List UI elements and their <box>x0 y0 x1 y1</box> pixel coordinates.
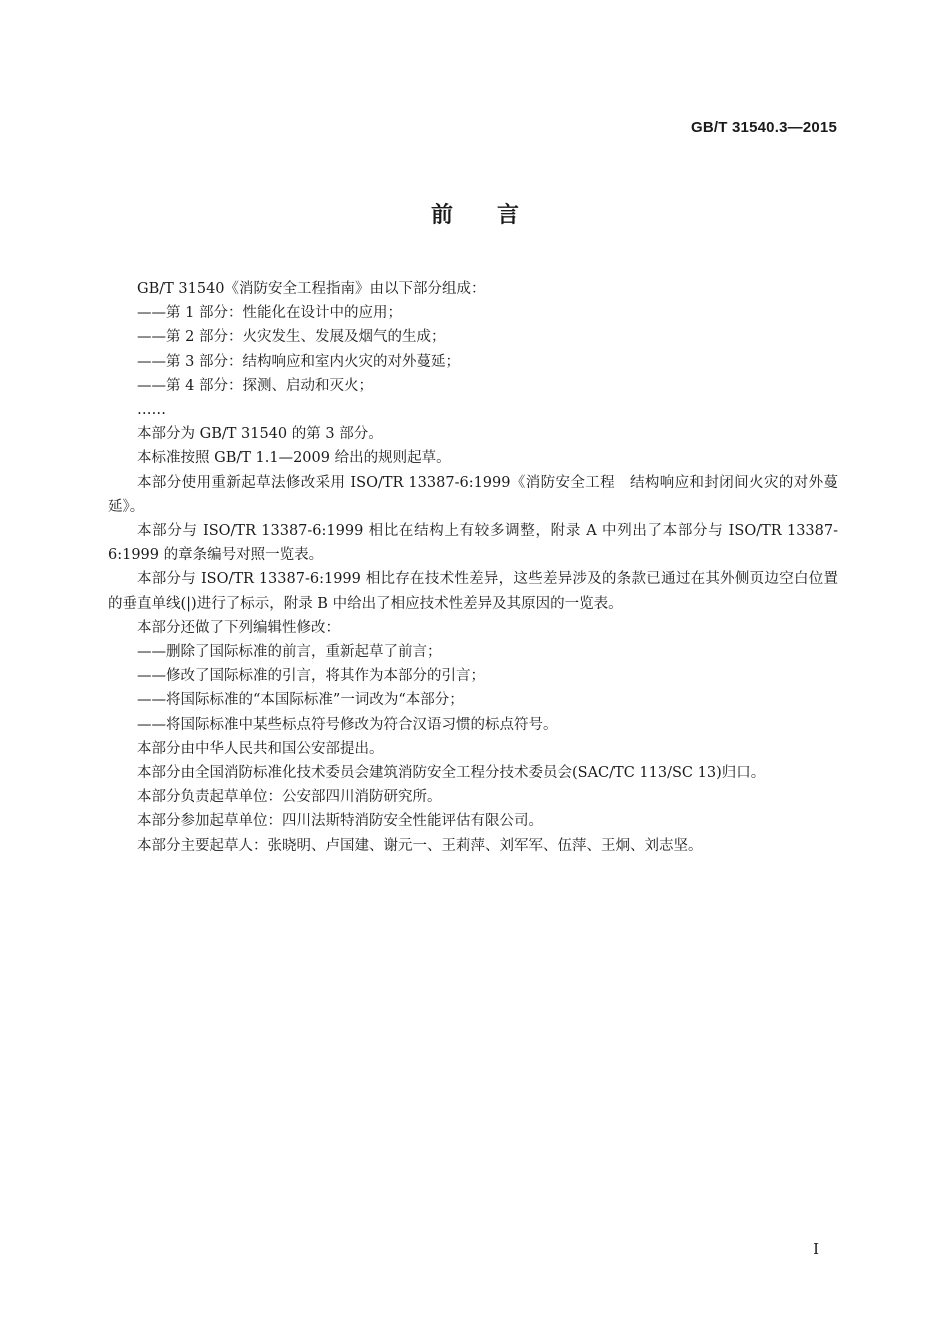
paragraph: 本标准按照 GB/T 1.1—2009 给出的规则起草。 <box>137 450 451 467</box>
paragraph: 本部分与 ISO/TR 13387-6:1999 相比存在技术性差异，这些差异涉及的条款已通过在其外侧页边空白位置的垂直单线(|)进行了标示，附录 B 中给出了相应技术性差异及其原因的一览表。 <box>108 571 838 612</box>
list-item: ——将国际标准的“本国际标准”一词改为“本部分； <box>137 692 464 709</box>
page-number: I <box>813 1240 819 1258</box>
list-item: ——第 4 部分：探测、启动和灭火； <box>137 377 373 394</box>
paragraph: 本部分参加起草单位：四川法斯特消防安全性能评估有限公司。 <box>137 813 543 830</box>
standard-code: GB/T 31540.3—2015 <box>691 119 837 136</box>
list-item: ——第 3 部分：结构响应和室内火灾的对外蔓延； <box>137 353 460 370</box>
list-item: ——第 1 部分：性能化在设计中的应用； <box>137 305 402 322</box>
paragraph: 本部分主要起草人：张晓明、卢国建、谢元一、王莉萍、刘军军、伍萍、王炯、刘志坚。 <box>137 837 703 854</box>
preface-body <box>108 277 838 858</box>
paragraph: GB/T 31540《消防安全工程指南》由以下部分组成： <box>137 281 486 297</box>
paragraph: 本部分还做了下列编辑性修改： <box>137 619 340 636</box>
paragraph: 本部分由中华人民共和国公安部提出。 <box>137 740 384 757</box>
page-title: 前言 <box>430 203 563 228</box>
ellipsis: …… <box>137 402 166 419</box>
list-item: ——删除了国际标准的前言，重新起草了前言； <box>137 644 442 661</box>
paragraph: 本部分为 GB/T 31540 的第 3 部分。 <box>137 426 383 443</box>
paragraph: 本部分由全国消防标准化技术委员会建筑消防安全工程分技术委员会(SAC/TC 113/SC 13)归口。 <box>137 765 766 782</box>
list-item: ——修改了国际标准的引言，将其作为本部分的引言； <box>137 668 485 685</box>
paragraph: 本部分使用重新起草法修改采用 ISO/TR 13387-6:1999《消防安全工程 结构响应和封闭间火灾的对外蔓延》。 <box>108 474 838 515</box>
list-item: ——第 2 部分：火灾发生、发展及烟气的生成； <box>137 329 446 346</box>
paragraph: 本部分负责起草单位：公安部四川消防研究所。 <box>137 789 442 806</box>
paragraph: 本部分与 ISO/TR 13387-6:1999 相比在结构上有较多调整，附录 A 中列出了本部分与 ISO/TR 13387-6:1999 的章条编号对照一览表。 <box>108 523 838 564</box>
list-item: ——将国际标准中某些标点符号修改为符合汉语习惯的标点符号。 <box>137 716 558 733</box>
